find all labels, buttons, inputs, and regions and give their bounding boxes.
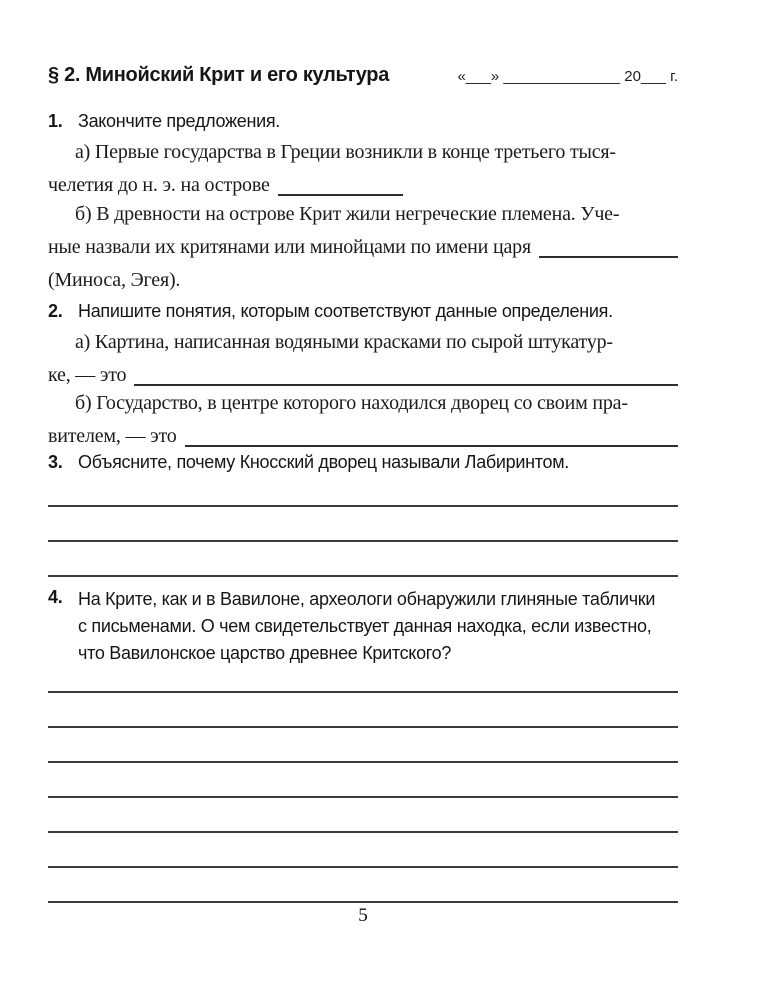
prompt-line: что Вавилонское царство древнее Критского? <box>78 643 452 663</box>
sentence-text: челетия до н. э. на острове <box>48 174 270 196</box>
question-3-text: Объясните, почему Кносский дворец называли Лабиринтом. <box>78 452 570 472</box>
answer-line <box>48 798 678 833</box>
fill-in-blank <box>185 420 678 447</box>
question-3-number: 3. <box>48 452 63 472</box>
answer-line <box>48 507 678 542</box>
prompt-line: На Крите, как и в Вавилоне, археологи обнаружили глиняные таблички <box>78 589 656 609</box>
question-1-item-b <box>48 198 678 297</box>
sentence-line: а) Картина, написанная водяными красками по сырой штукатур- <box>75 331 613 353</box>
question-1-prompt <box>48 110 678 132</box>
date-line: «___» ______________ 20___ г. <box>457 68 678 85</box>
sentence-line-with-blank <box>48 420 678 453</box>
fill-in-blank <box>278 169 403 196</box>
sentence-line: (Миноса, Эгея). <box>48 269 181 291</box>
question-2-text: Напишите понятия, которым соответствуют данные определения. <box>78 301 613 321</box>
sentence-line: а) Первые государства в Греции возникли в конце третьего тыся- <box>75 141 616 163</box>
answer-line <box>48 542 678 577</box>
sentence-text: ные назвали их критянами или минойцами по имени царя <box>48 236 531 258</box>
worksheet-header <box>48 62 678 88</box>
fill-in-blank <box>134 359 678 386</box>
sentence-line-with-blank <box>48 231 678 264</box>
answer-line <box>48 763 678 798</box>
sentence-line: б) Государство, в центре которого находился дворец со своим пра- <box>75 392 628 414</box>
sentence-text: ке, — это <box>48 364 127 386</box>
sentence-text: вителем, — это <box>48 425 177 447</box>
answer-line <box>48 868 678 903</box>
question-3-answer-lines <box>48 472 678 577</box>
question-3-prompt <box>48 451 678 473</box>
question-2-item-b <box>48 387 678 453</box>
section-title: § 2. Минойский Крит и его культура <box>48 64 390 86</box>
question-1-text: Закончите предложения. <box>78 111 280 131</box>
answer-line <box>48 728 678 763</box>
answer-line <box>48 693 678 728</box>
page-number: 5 <box>358 905 368 926</box>
question-1-number: 1. <box>48 111 63 131</box>
question-4-text <box>78 586 678 667</box>
question-2-item-a <box>48 326 678 392</box>
question-4-number: 4. <box>48 587 63 607</box>
fill-in-blank <box>539 231 678 258</box>
prompt-line: с письменами. О чем свидетельствует данная находка, если известно, <box>78 616 652 636</box>
answer-line <box>48 472 678 507</box>
question-1-item-a <box>48 136 678 202</box>
answer-line <box>48 833 678 868</box>
question-2-prompt <box>48 300 678 322</box>
question-4-prompt <box>48 586 678 667</box>
question-4-answer-lines <box>48 658 678 903</box>
answer-line <box>48 658 678 693</box>
question-2-number: 2. <box>48 301 63 321</box>
sentence-line: б) В древности на острове Крит жили негреческие племена. Уче- <box>75 203 620 225</box>
